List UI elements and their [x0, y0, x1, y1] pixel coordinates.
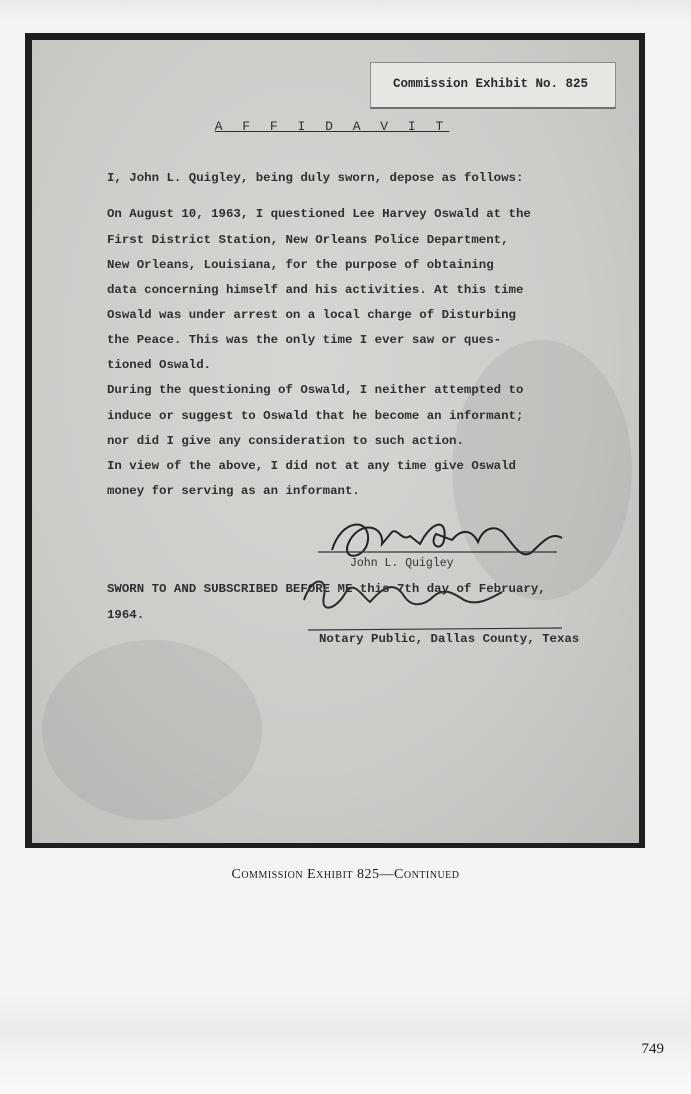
body-line: tioned Oswald.: [107, 358, 212, 372]
body-line: First District Station, New Orleans Police Department,: [107, 233, 509, 247]
body-line: On August 10, 1963, I questioned Lee Harvey Oswald at the: [107, 207, 531, 221]
exhibit-caption: Commission Exhibit 825—Continued: [231, 867, 460, 882]
body-line: New Orleans, Louisiana, for the purpose of obtaining: [107, 258, 494, 272]
affidavit-document: [32, 40, 639, 843]
body-line: I, John L. Quigley, being duly sworn, depose as follows:: [107, 171, 524, 185]
quigley-signature: [332, 525, 562, 556]
body-line: data concerning himself and his activities. At this time: [107, 283, 524, 297]
body-line: the Peace. This was the only time I ever saw or ques-: [107, 333, 502, 347]
page-top-edge: [0, 0, 691, 22]
notary-line: Notary Public, Dallas County, Texas: [319, 632, 580, 646]
body-line: money for serving as an informant.: [107, 484, 360, 498]
signatory-name: John L. Quigley: [350, 557, 454, 570]
sworn-statement: SWORN TO AND SUBSCRIBED BEFORE ME this 7th day of February,: [107, 582, 546, 596]
body-line: During the questioning of Oswald, I neither attempted to: [107, 383, 524, 397]
body-line: Oswald was under arrest on a local charge of Disturbing: [107, 308, 516, 322]
page-number: 749: [641, 1041, 664, 1057]
exhibit-stamp-text: Commission Exhibit No. 825: [393, 77, 589, 91]
affidavit-title: A F F I D A V I T: [214, 119, 450, 134]
notary-signature-line: [308, 628, 562, 630]
body-line: induce or suggest to Oswald that he become an informant;: [107, 409, 524, 423]
handwritten-signatures: [32, 40, 639, 843]
body-line: nor did I give any consideration to such action.: [107, 434, 464, 448]
page-bottom-edge: [0, 990, 691, 1094]
body-line: In view of the above, I did not at any time give Oswald: [107, 459, 516, 473]
sworn-year: 1964.: [107, 608, 145, 622]
